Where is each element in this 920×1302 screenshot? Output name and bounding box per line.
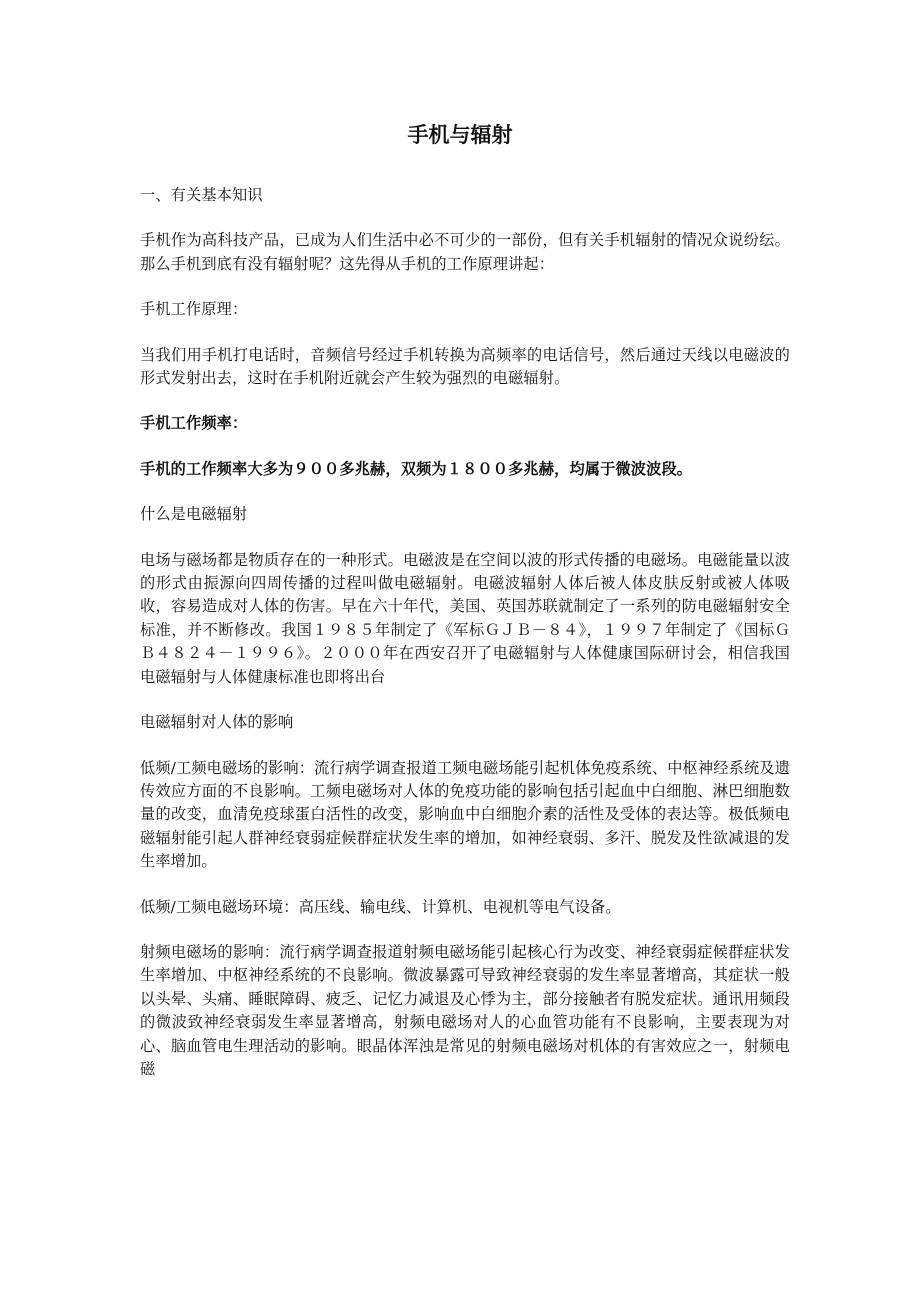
paragraph-rf-effects: 射频电磁场的影响：流行病学调查报道射频电磁场能引起核心行为改变、神经衰弱症候群症状发生率增加、中枢神经系统的不良影响。微波暴露可导致神经衰弱的发生率显著增高，其症状一般以头晕、头痛、睡眠障碍、疲乏、记忆力减退及心悸为主，部分接触者有脱发症状。通讯用频段的微波致神经衰弱发生率显著增高，射频电磁场对人的心血管功能有不良影响，主要表现为对心、脑血管电生理活动的影响。眼晶体浑浊是常见的射频电磁场对机体的有害效应之一，射频电磁 (140, 942, 790, 1078)
document-body (140, 184, 790, 1103)
section-heading-working-principle: 手机工作原理： (140, 300, 248, 319)
section-heading-health-effects: 电磁辐射对人体的影响 (140, 713, 294, 732)
section-heading-working-frequency: 手机工作频率： (140, 414, 248, 433)
document-title: 手机与辐射 (407, 123, 513, 147)
paragraph-intro: 手机作为高科技产品，已成为人们生活中必不可少的一部份，但有关手机辐射的情况众说纷纭。那么手机到底有没有辐射呢？这先得从手机的工作原理讲起： (140, 231, 790, 273)
section-heading-what-is-em-radiation: 什么是电磁辐射 (140, 505, 248, 524)
paragraph-working-principle: 当我们用手机打电话时，音频信号经过手机转换为高频率的电话信号，然后通过天线以电磁波的形式发射出去，这时在手机附近就会产生较为强烈的电磁辐射。 (140, 345, 790, 388)
paragraph-low-frequency-environment: 低频/工频电磁场环境：高压线、输电线、计算机、电视机等电气设备。 (140, 897, 621, 916)
paragraph-em-radiation: 电场与磁场都是物质存在的一种形式。电磁波是在空间以波的形式传播的电磁场。电磁能量以波的形式由振源向四周传播的过程叫做电磁辐射。电磁波辐射人体后被人体皮肤反射或被人体吸收，容易造成对人体的伤害。早在六十年代，美国、英国苏联就制定了一系列的防电磁辐射安全标准，并不断修改。我国１９８５年制定了《军标ＧＪＢ－８４》，１９９７年制定了《国标ＧＢ４８２４－１９９６》。２０００年在西安召开了电磁辐射与人体健康国际研讨会，相信我国电磁辐射与人体健康标准也即将出台 (140, 550, 790, 686)
section-heading-basic-knowledge: 一、有关基本知识 (140, 186, 263, 204)
paragraph-low-frequency-effects: 低频/工频电磁场的影响：流行病学调查报道工频电磁场能引起机体免疫系统、中枢神经系统及遗传效应方面的不良影响。工频电磁场对人体的免疫功能的影响包括引起血中白细胞、淋巴细胞数量的改变，血清免疫球蛋白活性的改变，影响血中白细胞介素的活性及受体的表达等。极低频电磁辐射能引起人群神经衰弱症候群症状发生率的增加，如神经衰弱、多汗、脱发及性欲减退的发生率增加。 (140, 758, 790, 871)
paragraph-working-frequency: 手机的工作频率大多为９００多兆赫，双频为１８００多兆赫，均属于微波波段。 (140, 459, 693, 478)
